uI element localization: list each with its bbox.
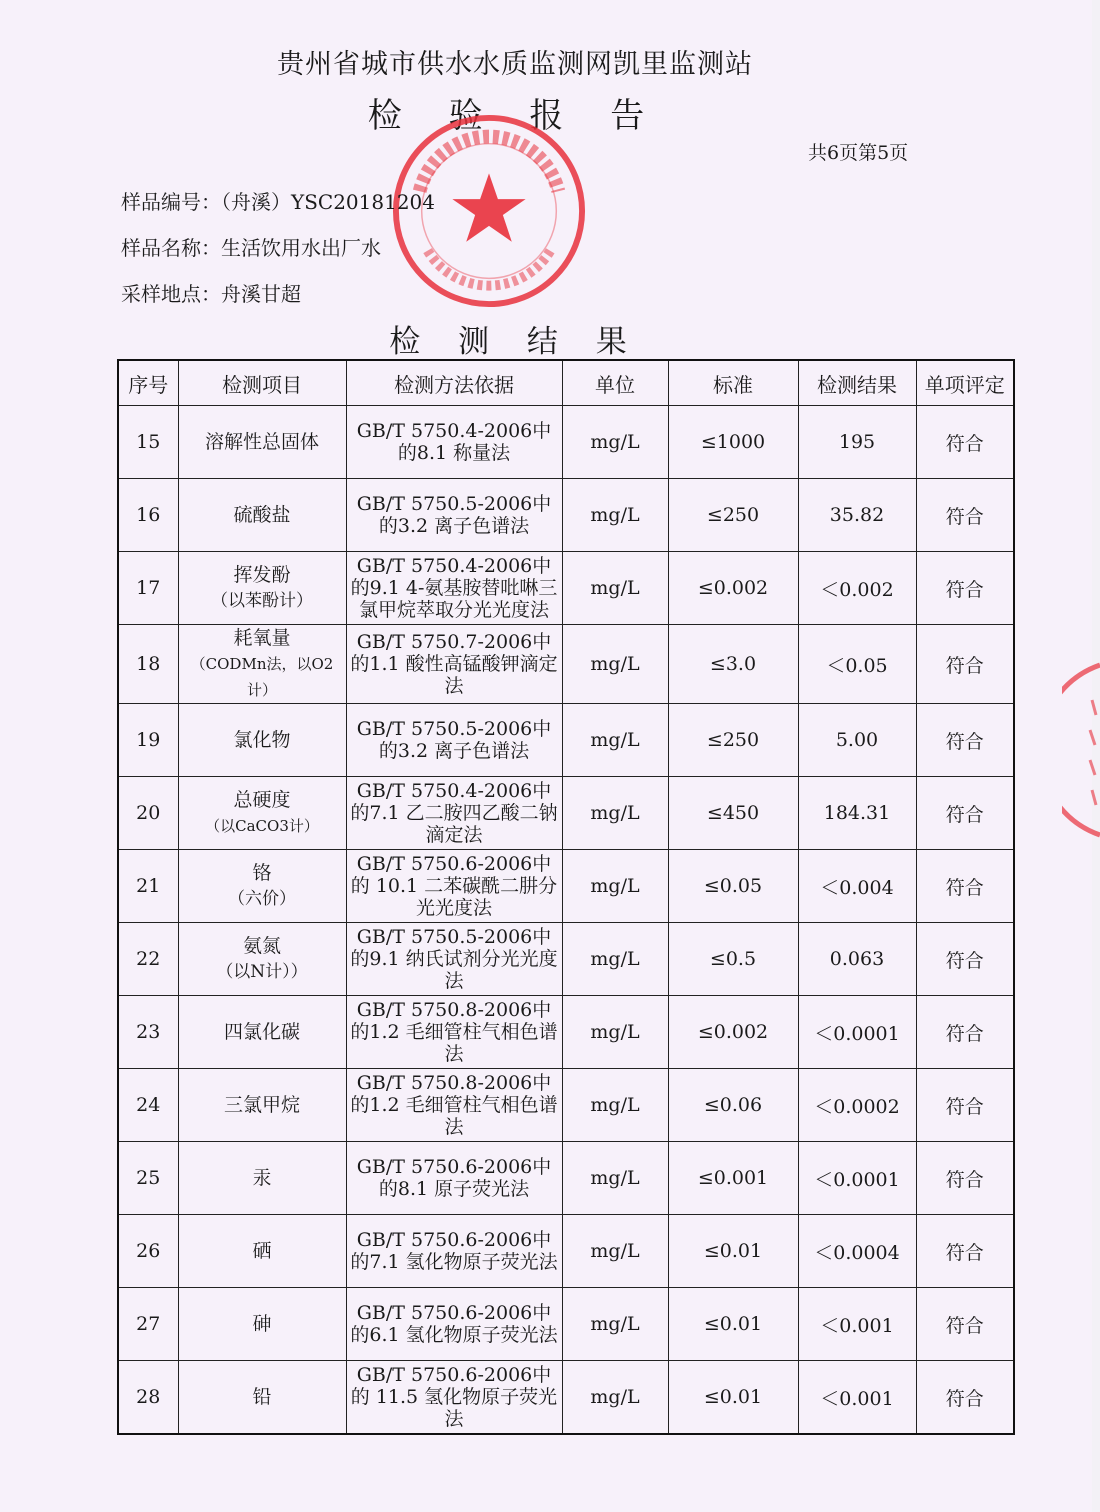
item-note: （CODMn法，以O2计） bbox=[190, 655, 334, 699]
cell-item bbox=[178, 1288, 346, 1361]
cell-item bbox=[178, 552, 346, 625]
item-name: 氯化物 bbox=[233, 729, 291, 751]
cell-standard: ≤0.01 bbox=[668, 1215, 798, 1288]
cell-evaluation: 符合 bbox=[916, 479, 1014, 552]
cell-item bbox=[178, 1069, 346, 1142]
cell-item bbox=[178, 704, 346, 777]
cell-item bbox=[178, 625, 346, 704]
table-row bbox=[118, 1288, 1014, 1361]
cell-no: 16 bbox=[118, 479, 178, 552]
cell-item bbox=[178, 479, 346, 552]
document-title: 检 验 报 告 bbox=[367, 96, 663, 136]
page-number: 共6页第5页 bbox=[808, 142, 909, 164]
cell-no: 15 bbox=[118, 406, 178, 479]
cell-evaluation: 符合 bbox=[916, 406, 1014, 479]
cell-evaluation: 符合 bbox=[916, 625, 1014, 704]
cell-method: GB/T 5750.8-2006中的1.2 毛细管柱气相色谱法 bbox=[346, 1069, 562, 1142]
header-result: 检测结果 bbox=[798, 360, 916, 406]
cell-no: 17 bbox=[118, 552, 178, 625]
cell-standard: ≤0.001 bbox=[668, 1142, 798, 1215]
cell-standard: ≤3.0 bbox=[668, 625, 798, 704]
cell-no: 24 bbox=[118, 1069, 178, 1142]
item-name: 汞 bbox=[252, 1167, 272, 1189]
cell-method: GB/T 5750.7-2006中的1.1 酸性高锰酸钾滴定法 bbox=[346, 625, 562, 704]
item-name: 溶解性总固体 bbox=[204, 431, 319, 453]
cell-result: ＜0.001 bbox=[798, 1361, 916, 1435]
cell-method: GB/T 5750.6-2006中的 10.1 二苯碳酰二肼分光光度法 bbox=[346, 850, 562, 923]
cell-standard: ≤450 bbox=[668, 777, 798, 850]
cell-standard: ≤0.05 bbox=[668, 850, 798, 923]
cell-standard: ≤0.06 bbox=[668, 1069, 798, 1142]
cell-standard: ≤250 bbox=[668, 479, 798, 552]
cell-standard: ≤0.002 bbox=[668, 996, 798, 1069]
item-note: （六价） bbox=[228, 889, 296, 909]
cell-unit: mg/L bbox=[562, 406, 668, 479]
cell-unit: mg/L bbox=[562, 552, 668, 625]
table-header-row bbox=[118, 360, 1014, 406]
cell-result: ＜0.0002 bbox=[798, 1069, 916, 1142]
cell-unit: mg/L bbox=[562, 1069, 668, 1142]
sampling-location: 采样地点：舟溪甘超 bbox=[121, 282, 301, 306]
cell-item bbox=[178, 996, 346, 1069]
cell-standard: ≤0.5 bbox=[668, 923, 798, 996]
cell-unit: mg/L bbox=[562, 777, 668, 850]
cell-item bbox=[178, 777, 346, 850]
cell-no: 28 bbox=[118, 1361, 178, 1435]
cell-standard: ≤1000 bbox=[668, 406, 798, 479]
cell-standard: ≤0.01 bbox=[668, 1361, 798, 1435]
item-name: 砷 bbox=[252, 1313, 272, 1335]
edge-seal-stamp-icon bbox=[1062, 660, 1100, 840]
cell-unit: mg/L bbox=[562, 704, 668, 777]
cell-result: 184.31 bbox=[798, 777, 916, 850]
cell-method: GB/T 5750.8-2006中的1.2 毛细管柱气相色谱法 bbox=[346, 996, 562, 1069]
cell-method: GB/T 5750.6-2006中的 11.5 氢化物原子荧光法 bbox=[346, 1361, 562, 1435]
cell-result: ＜0.0001 bbox=[798, 996, 916, 1069]
table-row bbox=[118, 850, 1014, 923]
cell-result: ＜0.0001 bbox=[798, 1142, 916, 1215]
cell-method: GB/T 5750.4-2006中的8.1 称量法 bbox=[346, 406, 562, 479]
cell-item bbox=[178, 1215, 346, 1288]
cell-no: 26 bbox=[118, 1215, 178, 1288]
cell-evaluation: 符合 bbox=[916, 1361, 1014, 1435]
cell-no: 19 bbox=[118, 704, 178, 777]
table-row bbox=[118, 996, 1014, 1069]
cell-item bbox=[178, 406, 346, 479]
item-name: 硒 bbox=[252, 1240, 272, 1262]
cell-evaluation: 符合 bbox=[916, 1069, 1014, 1142]
item-name: 氨氮 bbox=[242, 935, 281, 957]
item-name: 耗氧量 bbox=[233, 627, 291, 649]
cell-result: ＜0.0004 bbox=[798, 1215, 916, 1288]
cell-unit: mg/L bbox=[562, 479, 668, 552]
table-row bbox=[118, 625, 1014, 704]
cell-method: GB/T 5750.5-2006中的9.1 纳氏试剂分光光度法 bbox=[346, 923, 562, 996]
cell-no: 27 bbox=[118, 1288, 178, 1361]
cell-evaluation: 符合 bbox=[916, 1215, 1014, 1288]
cell-unit: mg/L bbox=[562, 923, 668, 996]
cell-evaluation: 符合 bbox=[916, 1142, 1014, 1215]
cell-method: GB/T 5750.6-2006中的6.1 氢化物原子荧光法 bbox=[346, 1288, 562, 1361]
cell-standard: ≤250 bbox=[668, 704, 798, 777]
table-row bbox=[118, 1215, 1014, 1288]
cell-method: GB/T 5750.4-2006中的7.1 乙二胺四乙酸二钠滴定法 bbox=[346, 777, 562, 850]
cell-item bbox=[178, 1361, 346, 1435]
item-note: （以CaCO3计） bbox=[205, 817, 319, 835]
cell-result: 35.82 bbox=[798, 479, 916, 552]
cell-evaluation: 符合 bbox=[916, 1288, 1014, 1361]
table-row bbox=[118, 406, 1014, 479]
cell-method: GB/T 5750.5-2006中的3.2 离子色谱法 bbox=[346, 704, 562, 777]
results-table bbox=[117, 359, 1015, 1435]
cell-no: 18 bbox=[118, 625, 178, 704]
cell-unit: mg/L bbox=[562, 996, 668, 1069]
header-evaluation: 单项评定 bbox=[916, 360, 1014, 406]
cell-result: ＜0.05 bbox=[798, 625, 916, 704]
cell-result: 195 bbox=[798, 406, 916, 479]
cell-unit: mg/L bbox=[562, 1142, 668, 1215]
cell-unit: mg/L bbox=[562, 1288, 668, 1361]
cell-method: GB/T 5750.4-2006中的9.1 4-氨基胺替吡啉三氯甲烷萃取分光光度法 bbox=[346, 552, 562, 625]
item-name: 四氯化碳 bbox=[223, 1021, 300, 1043]
cell-unit: mg/L bbox=[562, 625, 668, 704]
header-no: 序号 bbox=[118, 360, 178, 406]
cell-evaluation: 符合 bbox=[916, 704, 1014, 777]
cell-evaluation: 符合 bbox=[916, 850, 1014, 923]
cell-item bbox=[178, 1142, 346, 1215]
table-row bbox=[118, 1069, 1014, 1142]
cell-evaluation: 符合 bbox=[916, 777, 1014, 850]
cell-item bbox=[178, 850, 346, 923]
table-row bbox=[118, 479, 1014, 552]
item-name: 三氯甲烷 bbox=[223, 1094, 300, 1116]
table-row bbox=[118, 923, 1014, 996]
item-name: 铅 bbox=[252, 1386, 272, 1408]
cell-no: 20 bbox=[118, 777, 178, 850]
table-row bbox=[118, 552, 1014, 625]
item-note: （以苯酚计） bbox=[211, 591, 313, 611]
cell-no: 22 bbox=[118, 923, 178, 996]
cell-method: GB/T 5750.6-2006中的7.1 氢化物原子荧光法 bbox=[346, 1215, 562, 1288]
cell-no: 21 bbox=[118, 850, 178, 923]
cell-result: ＜0.002 bbox=[798, 552, 916, 625]
cell-result: ＜0.001 bbox=[798, 1288, 916, 1361]
cell-result: 0.063 bbox=[798, 923, 916, 996]
header-unit: 单位 bbox=[562, 360, 668, 406]
cell-method: GB/T 5750.5-2006中的3.2 离子色谱法 bbox=[346, 479, 562, 552]
table-row bbox=[118, 777, 1014, 850]
table-row bbox=[118, 704, 1014, 777]
sample-name: 样品名称：生活饮用水出厂水 bbox=[121, 236, 381, 260]
item-name: 总硬度 bbox=[233, 789, 291, 811]
cell-result: ＜0.004 bbox=[798, 850, 916, 923]
sample-number: 样品编号：（舟溪）YSC20181204 bbox=[121, 190, 436, 214]
header-item: 检测项目 bbox=[178, 360, 346, 406]
cell-evaluation: 符合 bbox=[916, 996, 1014, 1069]
cell-no: 25 bbox=[118, 1142, 178, 1215]
section-title: 检 测 结 果 bbox=[389, 324, 641, 360]
table-body bbox=[118, 406, 1014, 1435]
item-name: 铬 bbox=[252, 862, 272, 884]
cell-item bbox=[178, 923, 346, 996]
cell-method: GB/T 5750.6-2006中的8.1 原子荧光法 bbox=[346, 1142, 562, 1215]
cell-unit: mg/L bbox=[562, 1361, 668, 1435]
cell-result: 5.00 bbox=[798, 704, 916, 777]
table-row bbox=[118, 1142, 1014, 1215]
cell-no: 23 bbox=[118, 996, 178, 1069]
item-note: （以N计）） bbox=[216, 962, 308, 982]
organization-title: 贵州省城市供水水质监测网凯里监测站 bbox=[277, 49, 753, 80]
cell-evaluation: 符合 bbox=[916, 923, 1014, 996]
item-name: 挥发酚 bbox=[233, 564, 291, 586]
cell-unit: mg/L bbox=[562, 850, 668, 923]
header-method: 检测方法依据 bbox=[346, 360, 562, 406]
table-row bbox=[118, 1361, 1014, 1435]
cell-standard: ≤0.002 bbox=[668, 552, 798, 625]
cell-standard: ≤0.01 bbox=[668, 1288, 798, 1361]
item-name: 硫酸盐 bbox=[233, 504, 291, 526]
cell-unit: mg/L bbox=[562, 1215, 668, 1288]
header-standard: 标准 bbox=[668, 360, 798, 406]
cell-evaluation: 符合 bbox=[916, 552, 1014, 625]
